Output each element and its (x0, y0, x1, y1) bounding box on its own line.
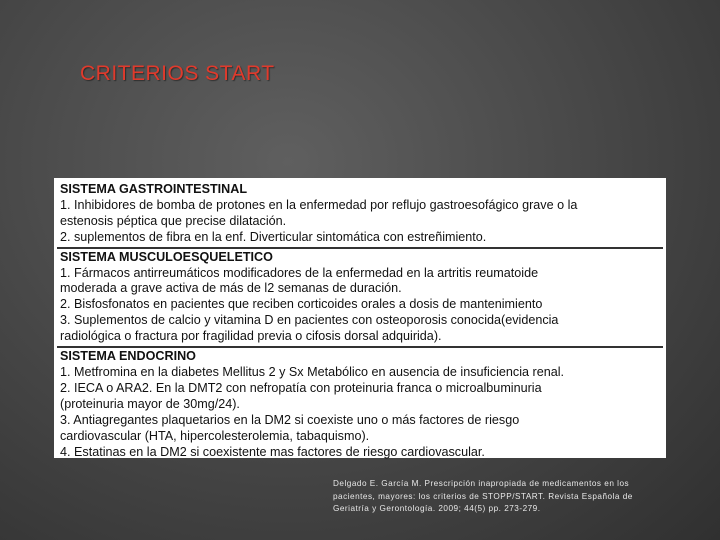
criteria-line: 3. Antiagregantes plaquetarios en la DM2 si coexiste uno o más factores de riesgo (60, 412, 520, 427)
criteria-line: 2. IECA o ARA2. En la DMT2 con nefropatía con proteinuria franca o microalbuminuria (60, 380, 542, 395)
criteria-line: 1. Inhibidores de bomba de protones en la enfermedad por reflujo gastroesofágico grave o la (60, 197, 578, 212)
criteria-line: 1. Metfromina en la diabetes Mellitus 2 y Sx Metabólico en ausencia de insuficiencia renal. (60, 364, 565, 379)
criteria-line: radiológica o fractura por fragilidad previa o cifosis dorsal adquirida). (60, 329, 442, 344)
slide-title: CRITERIOS START (80, 62, 275, 85)
criteria-table (54, 178, 666, 458)
criteria-line: estenosis péptica que precise dilatación. (60, 213, 287, 228)
criteria-line: (proteinuria mayor de 30mg/24). (60, 396, 240, 411)
citation-line: Geriatría y Gerontología. 2009; 44(5) pp. 273-279. (333, 504, 541, 514)
citation-line: pacientes, mayores: los criterios de STOPP/START. Revista Española de (333, 491, 633, 501)
section-endocrino (57, 348, 663, 461)
criteria-line: 2. suplementos de fibra en la enf. Diverticular sintomática con estreñimiento. (60, 229, 487, 244)
criteria-line: 3. Suplementos de calcio y vitamina D en pacientes con osteoporosis conocida(evidencia (60, 313, 559, 328)
criteria-line: moderada a grave activa de más de l2 semanas de duración. (60, 281, 402, 296)
criteria-line: cardiovascular (HTA, hipercolesterolemia, tabaquismo). (60, 428, 370, 443)
criteria-line: 4. Estatinas en la DM2 si coexistente mas factores de riesgo cardiovascular. (60, 444, 485, 459)
citation (333, 478, 673, 516)
section-heading: SISTEMA GASTROINTESTINAL (60, 182, 248, 196)
section-gastrointestinal (57, 181, 663, 249)
section-heading: SISTEMA ENDOCRINO (60, 349, 196, 364)
section-musculoesqueletico (57, 249, 663, 348)
criteria-line: 1. Fármacos antirreumáticos modificadores de la enfermedad en la artritis reumatoide (60, 265, 539, 280)
citation-line: Delgado E. García M. Prescripción inapropiada de medicamentos en los (333, 479, 630, 488)
section-heading: SISTEMA MUSCULOESQUELETICO (60, 249, 273, 264)
criteria-line: 2. Bisfosfonatos en pacientes que reciben corticoides orales a dosis de mantenimiento (60, 297, 543, 312)
